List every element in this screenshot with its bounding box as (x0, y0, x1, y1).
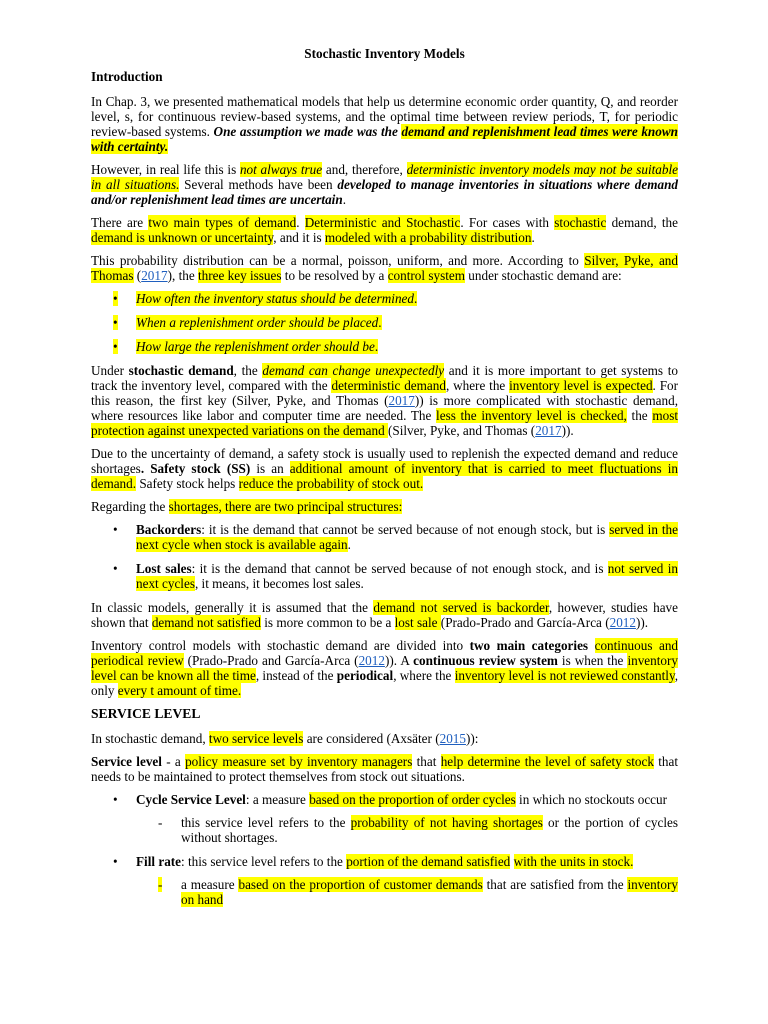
paragraph-safety-stock: Due to the uncertainty of demand, a safety stock is usually used to replenish the expected demand and reduce shortages. Safety stock (SS) is an additional amount of inventory that is carried to meet fluctuations in demand. Safety stock helps reduce the probability of stock out. (91, 446, 678, 491)
dash-marker: - (158, 877, 163, 892)
document-body (91, 46, 678, 916)
paragraph-review-categories: Inventory control models with stochastic demand are divided into two main categories continuous and periodical review (Prado-Prado and García-Arca (2012)). A continuous review system is when the inventory level can be known all the time, instead of the periodical, where the inventory level is not reviewed constantly, only every t amount of time. (91, 638, 679, 698)
bullet-icon: • (113, 291, 118, 306)
paragraph-real-life: However, in real life this is not always true and, therefore, deterministic inventory models may not be suitable in all situations. Several methods have been developed to manage inventories in situations where demand and/or replenishment lead times are uncertain. (91, 162, 678, 207)
paragraph-probability-distribution: This probability distribution can be a normal, poisson, uniform, and more. According to Silver, Pyke, and Thomas (2017), the three key issues to be resolved by a control system under stochastic demand are: (91, 253, 678, 283)
citation-link-2012[interactable]: 2012 (609, 615, 636, 630)
list-item: • How often the inventory status should be determined. (113, 291, 418, 306)
service-levels-list (91, 792, 678, 907)
citation-link-2017[interactable]: 2017 (535, 423, 562, 438)
list-item: • How large the replenishment order should be. (113, 339, 379, 354)
list-item-fill-rate: • Fill rate: this service level refers to the portion of the demand satisfied with the units in stock. - a measure based on the proportion of customer demands that are satisfied from the inventory on hand (113, 854, 678, 907)
bullet-icon: • (113, 854, 118, 869)
shortage-structures-list (91, 522, 678, 591)
paragraph-chap3: In Chap. 3, we presented mathematical models that help us determine economic order quantity, Q, and reorder level, s, for continuous review-based systems, and the optimal time between review periods, T, for periodic review-based systems. One assumption we made was the demand and replenishment lead times were known with certainty. (91, 94, 678, 154)
document-title: Stochastic Inventory Models (304, 46, 465, 61)
paragraph-stochastic-demand: Under stochastic demand, the demand can change unexpectedly and it is more important to get systems to track the inventory level, compared with the deterministic demand, where the inventory level is expected. For this reason, the first key (Silver, Pyke, and Thomas (2017)) is more complicated with stochastic demand, where resources like labor and computer time are needed. The less the inventory level is checked, the most protection against unexpected variations on the demand (Silver, Pyke, and Thomas (2017)). (91, 363, 679, 438)
sublist-item: - this service level refers to the probability of not having shortages or the portion of cycles without shortages. (158, 815, 678, 845)
paragraph-demand-types: There are two main types of demand. Deterministic and Stochastic. For cases with stochastic demand, the demand is unknown or uncertainty, and it is modeled with a probability distribution. (91, 215, 679, 245)
paragraph-two-service-levels: In stochastic demand, two service levels are considered (Axsäter (2015)): (91, 731, 479, 746)
list-item-lost-sales: • Lost sales: it is the demand that cannot be served because of not enough stock, and is not served in next cycles, it means, it becomes lost sales. (113, 561, 678, 591)
bullet-icon: • (113, 522, 118, 537)
citation-link-2017[interactable]: 2017 (388, 393, 415, 408)
list-item-backorders: • Backorders: it is the demand that cannot be served because of not enough stock, but is served in the next cycle when stock is available again. (113, 522, 678, 552)
service-level-heading: SERVICE LEVEL (91, 706, 201, 721)
dash-marker: - (158, 815, 163, 830)
fill-rate-sublist (136, 877, 678, 907)
paragraph-classic-models: In classic models, generally it is assumed that the demand not served is backorder, however, studies have shown that demand not satisfied is more common to be a lost sale (Prado-Prado and García-Arca (2012)). (91, 600, 679, 630)
introduction-heading: Introduction (91, 69, 163, 84)
bullet-icon: • (113, 561, 118, 576)
citation-link-2015[interactable]: 2015 (439, 731, 466, 746)
paragraph-service-level-definition: Service level - a policy measure set by inventory managers that help determine the level of safety stock that needs to be maintained to protect themselves from stock out situations. (91, 754, 678, 784)
citation-link-2012[interactable]: 2012 (358, 653, 385, 668)
citation-link-2017[interactable]: 2017 (141, 268, 168, 283)
bullet-icon: • (113, 315, 118, 330)
bullet-icon: • (113, 792, 118, 807)
bullet-icon: • (113, 339, 118, 354)
sublist-item: - a measure based on the proportion of customer demands that are satisfied from the inventory on hand (158, 877, 678, 907)
list-item: • When a replenishment order should be placed. (113, 315, 382, 330)
key-issues-list (91, 291, 678, 354)
cycle-service-sublist (136, 815, 678, 845)
list-item-cycle-service-level: • Cycle Service Level: a measure based on the proportion of order cycles in which no stockouts occur - this service level refers to the probability of not having shortages or the portion of cycles without shortages. (113, 792, 678, 845)
paragraph-shortages: Regarding the shortages, there are two principal structures: (91, 499, 403, 514)
